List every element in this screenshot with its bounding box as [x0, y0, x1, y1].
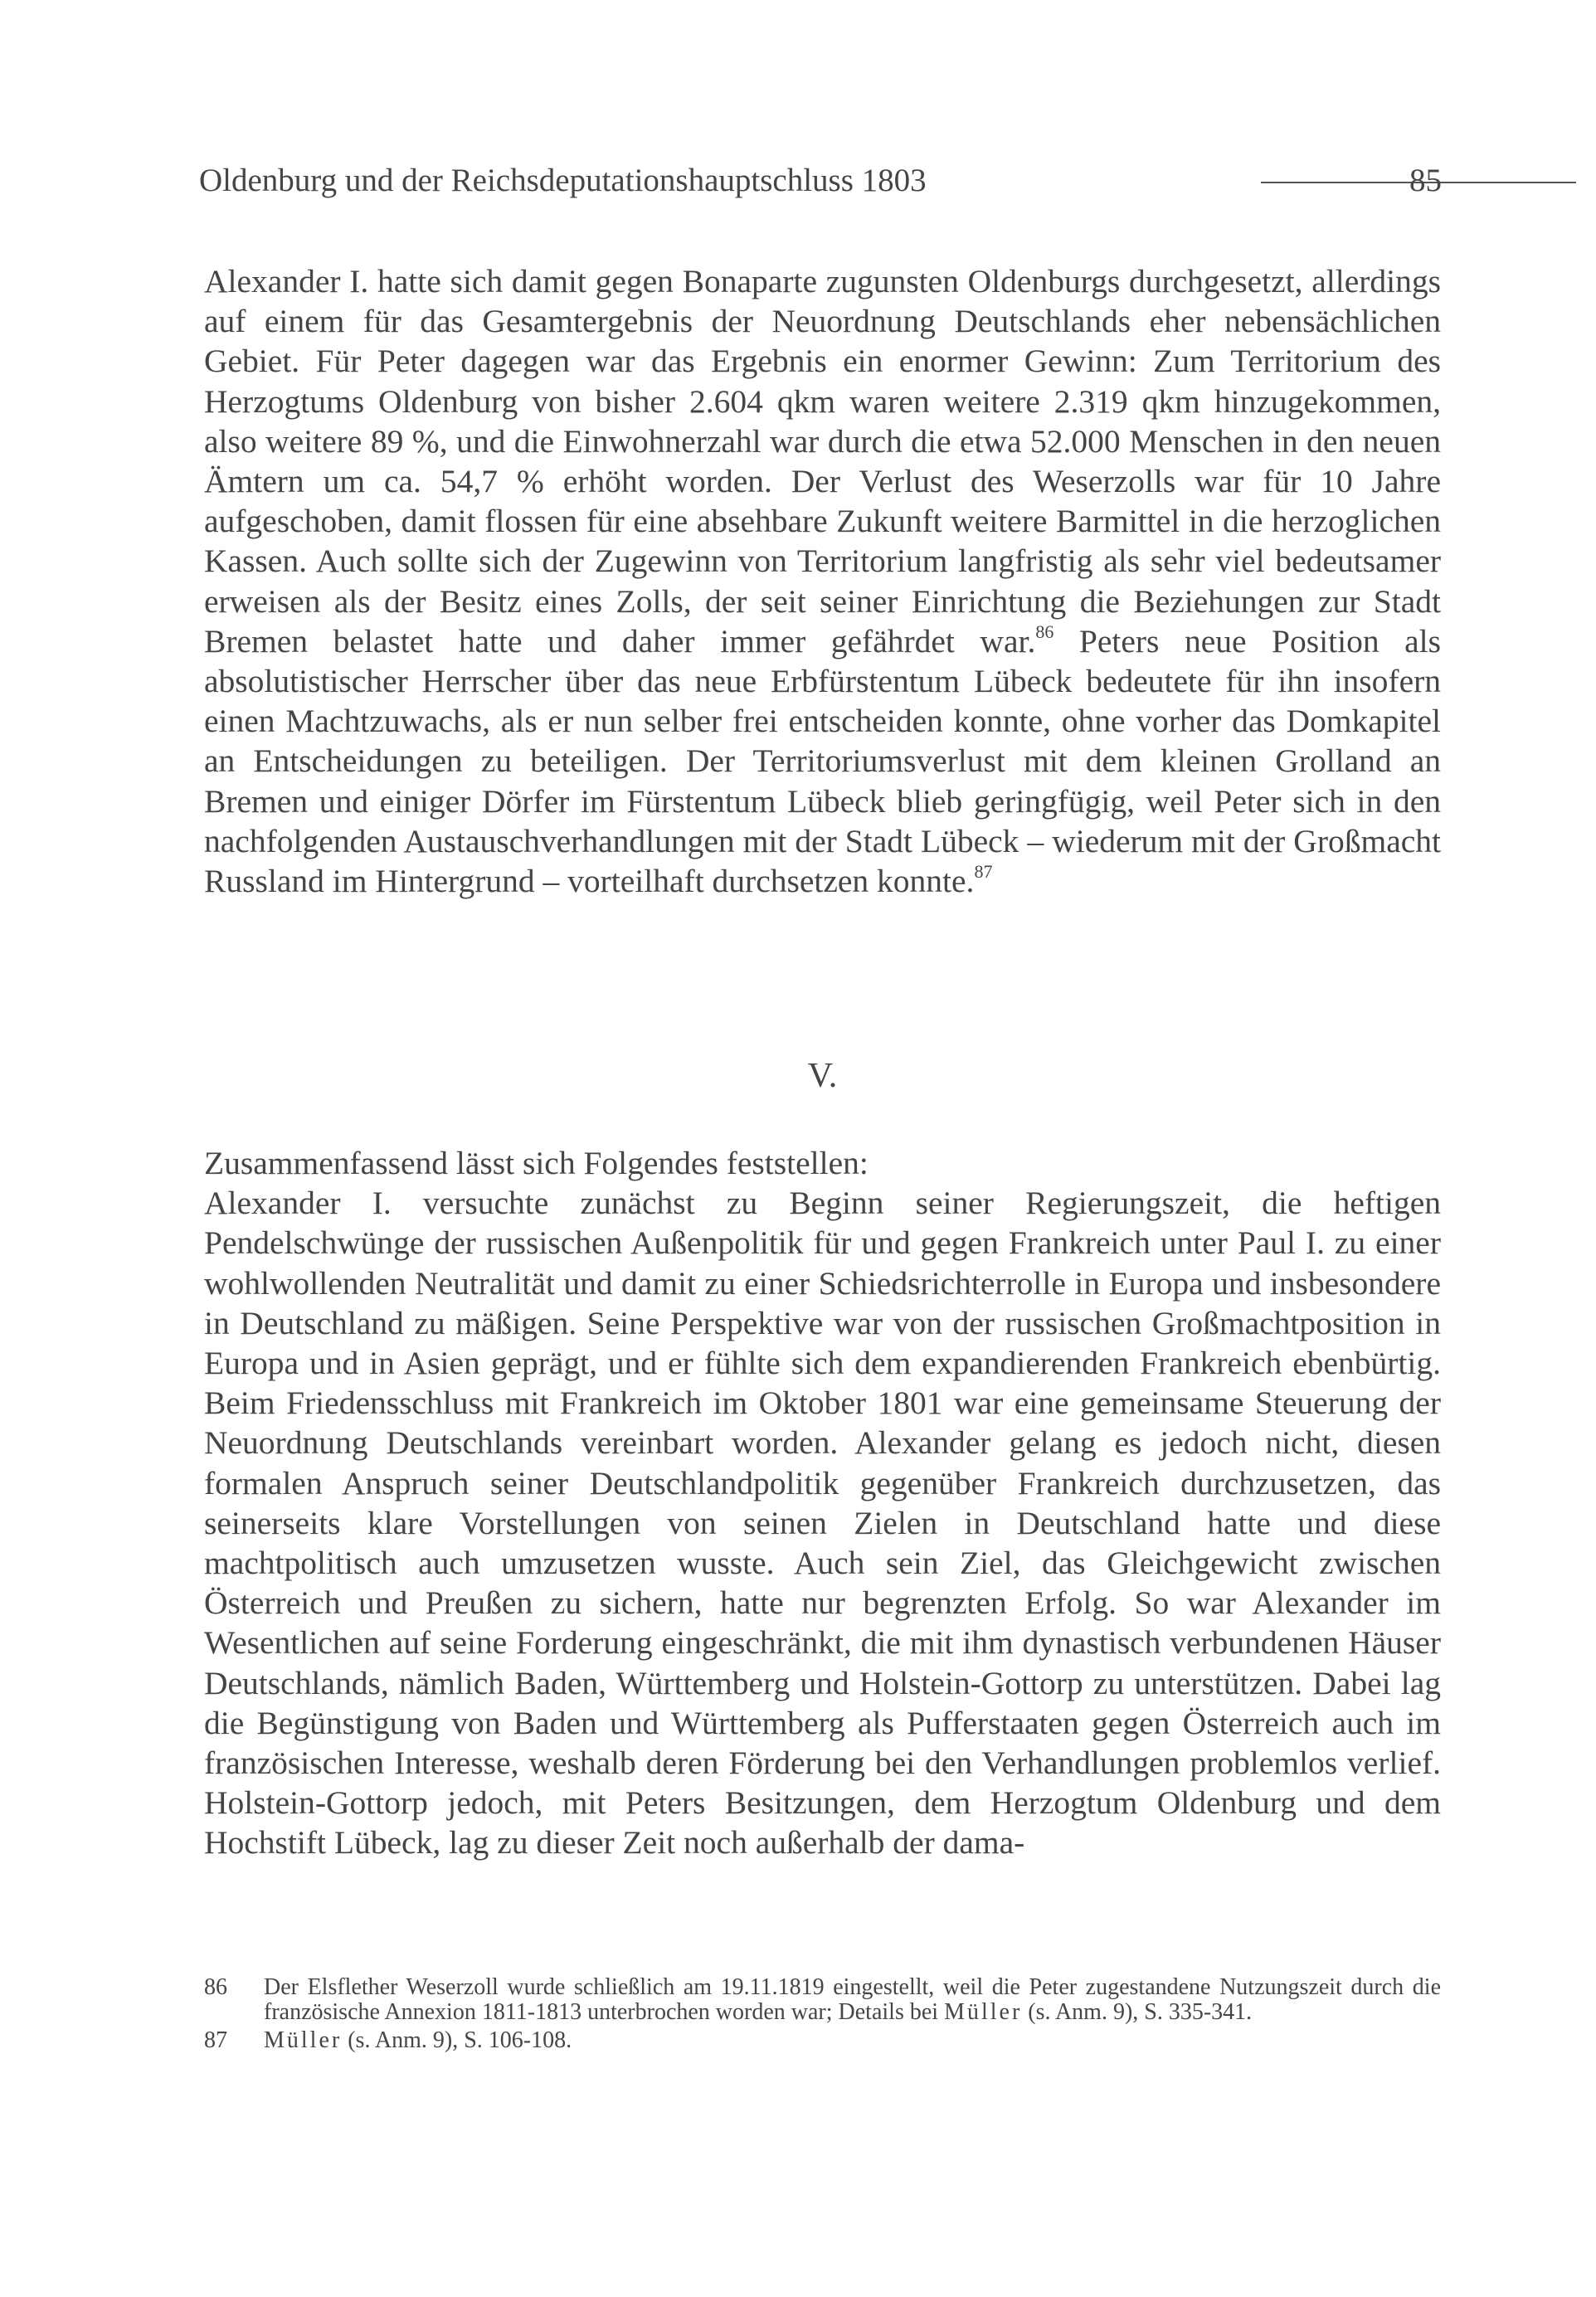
- paragraph-1-text-b: Peters neue Position als absolutistischer Herrscher über das neue Erbfürstentum Lübeck bedeutete für ihn insofern einen Machtzuwachs, als er nun selber frei entscheiden konnte, ohne vorher das Domkapitel an Entscheidungen zu beteiligen. Der Territoriumsverlust mit dem kleinen Grolland an Bremen und einiger Dörfer im Fürstentum Lübeck blieb geringfügig, weil Peter sich in den nachfolgenden Austauschverhandlungen mit der Stadt Lübeck – wiederum mit der Großmacht Russland im Hintergrund – vorteilhaft durchsetzen konnte.: [204, 622, 1441, 900]
- body-paragraph-2: [204, 1143, 1441, 1863]
- footnote-number: 86: [204, 1974, 227, 2000]
- footnote-text: (s. Anm. 9), S. 335-341.: [1022, 1998, 1253, 2025]
- footnote-ref-86[interactable]: 86: [1035, 620, 1054, 642]
- footnote-author: Müller: [264, 2027, 343, 2053]
- paragraph-2-body: Alexander I. versuchte zunächst zu Beginn seiner Regierungszeit, die heftigen Pendelschwünge der russischen Außenpolitik für und gegen Frankreich unter Paul I. zu einer wohlwollenden Neutralität und damit zu einer Schiedsrichterrolle in Europa und insbesondere in Deutschland zu mäßigen. Seine Perspektive war von der russischen Großmachtposition in Europa und in Asien geprägt, und er fühlte sich dem expandierenden Frankreich ebenbürtig. Beim Friedensschluss mit Frankreich im Oktober 1801 war eine gemeinsame Steuerung der Neuordnung Deutschlands vereinbart worden. Alexander gelang es jedoch nicht, diesen formalen Anspruch seiner Deutschlandpolitik gegenüber Frankreich durchzusetzen, das seinerseits klare Vorstellungen von seinen Zielen in Deutschland hatte und diese machtpolitisch auch umzusetzen wusste. Auch sein Ziel, das Gleichgewicht zwischen Österreich und Preußen zu sichern, hatte nur begrenzten Erfolg. So war Alexander im Wesentlichen auf seine Forderung eingeschränkt, die mit ihm dynastisch verbundenen Häuser Deutschlands, nämlich Baden, Württemberg und Holstein-Gottorp zu unterstützen. Dabei lag die Begünstigung von Baden und Württemberg als Pufferstaaten gegen Österreich auch im französischen Interesse, weshalb deren Förderung bei den Verhandlungen problemlos verlief. Holstein-Gottorp jedoch, mit Peters Besitzungen, dem Herzogtum Oldenburg und dem Hochstift Lübeck, lag zu dieser Zeit noch außerhalb der dama-: [204, 1185, 1441, 1861]
- section-heading: V.: [807, 1057, 838, 1095]
- paragraph-1-text-a: Alexander I. hatte sich damit gegen Bonaparte zugunsten Oldenburgs durchgesetzt, allerdings auf einem für das Gesamtergebnis der Neuordnung Deutschlands eher nebensächlichen Gebiet. Für Peter dagegen war das Ergebnis ein enormer Gewinn: Zum Territorium des Herzogtums Oldenburg von bisher 2.604 qkm waren weitere 2.319 qkm hinzugekommen, also weitere 89 %, und die Einwohnerzahl war durch die etwa 52.000 Menschen in den neuen Ämtern um ca. 54,7 % erhöht worden. Der Verlust des Weserzolls war für 10 Jahre aufgeschoben, damit flossen für eine absehbare Zukunft weitere Barmittel in die herzoglichen Kassen. Auch sollte sich der Zugewinn von Territorium langfristig als sehr viel bedeutsamer erweisen als der Besitz eines Zolls, der seit seiner Einrichtung die Beziehungen zur Stadt Bremen belastet hatte und daher immer gefährdet war.: [204, 263, 1441, 659]
- running-title: Oldenburg und der Reichsdeputationshauptschluss 1803: [199, 163, 927, 198]
- footnote-author: Müller: [944, 1998, 1023, 2025]
- paragraph-2-intro: Zusammenfassend lässt sich Folgendes feststellen:: [204, 1145, 869, 1181]
- body-paragraph-1: [204, 261, 1441, 901]
- footnote-86: [204, 1975, 1441, 2024]
- footnote-ref-87[interactable]: 87: [974, 860, 993, 882]
- footnote-text: (s. Anm. 9), S. 106-108.: [342, 2027, 572, 2053]
- running-header: [199, 160, 1442, 202]
- footnotes: [204, 1975, 1441, 2057]
- footnote-number: 87: [204, 2027, 227, 2053]
- page-number: 85: [1409, 163, 1442, 198]
- footnote-text: Der Elsflether Weserzoll wurde schließlich am 19.11.1819 eingestellt, weil die Peter zugestandene Nutzungszeit durch die französische Annexion 1811-1813 unterbrochen worden war; Details bei: [264, 1974, 1441, 2025]
- footnote-87: [204, 2028, 1441, 2053]
